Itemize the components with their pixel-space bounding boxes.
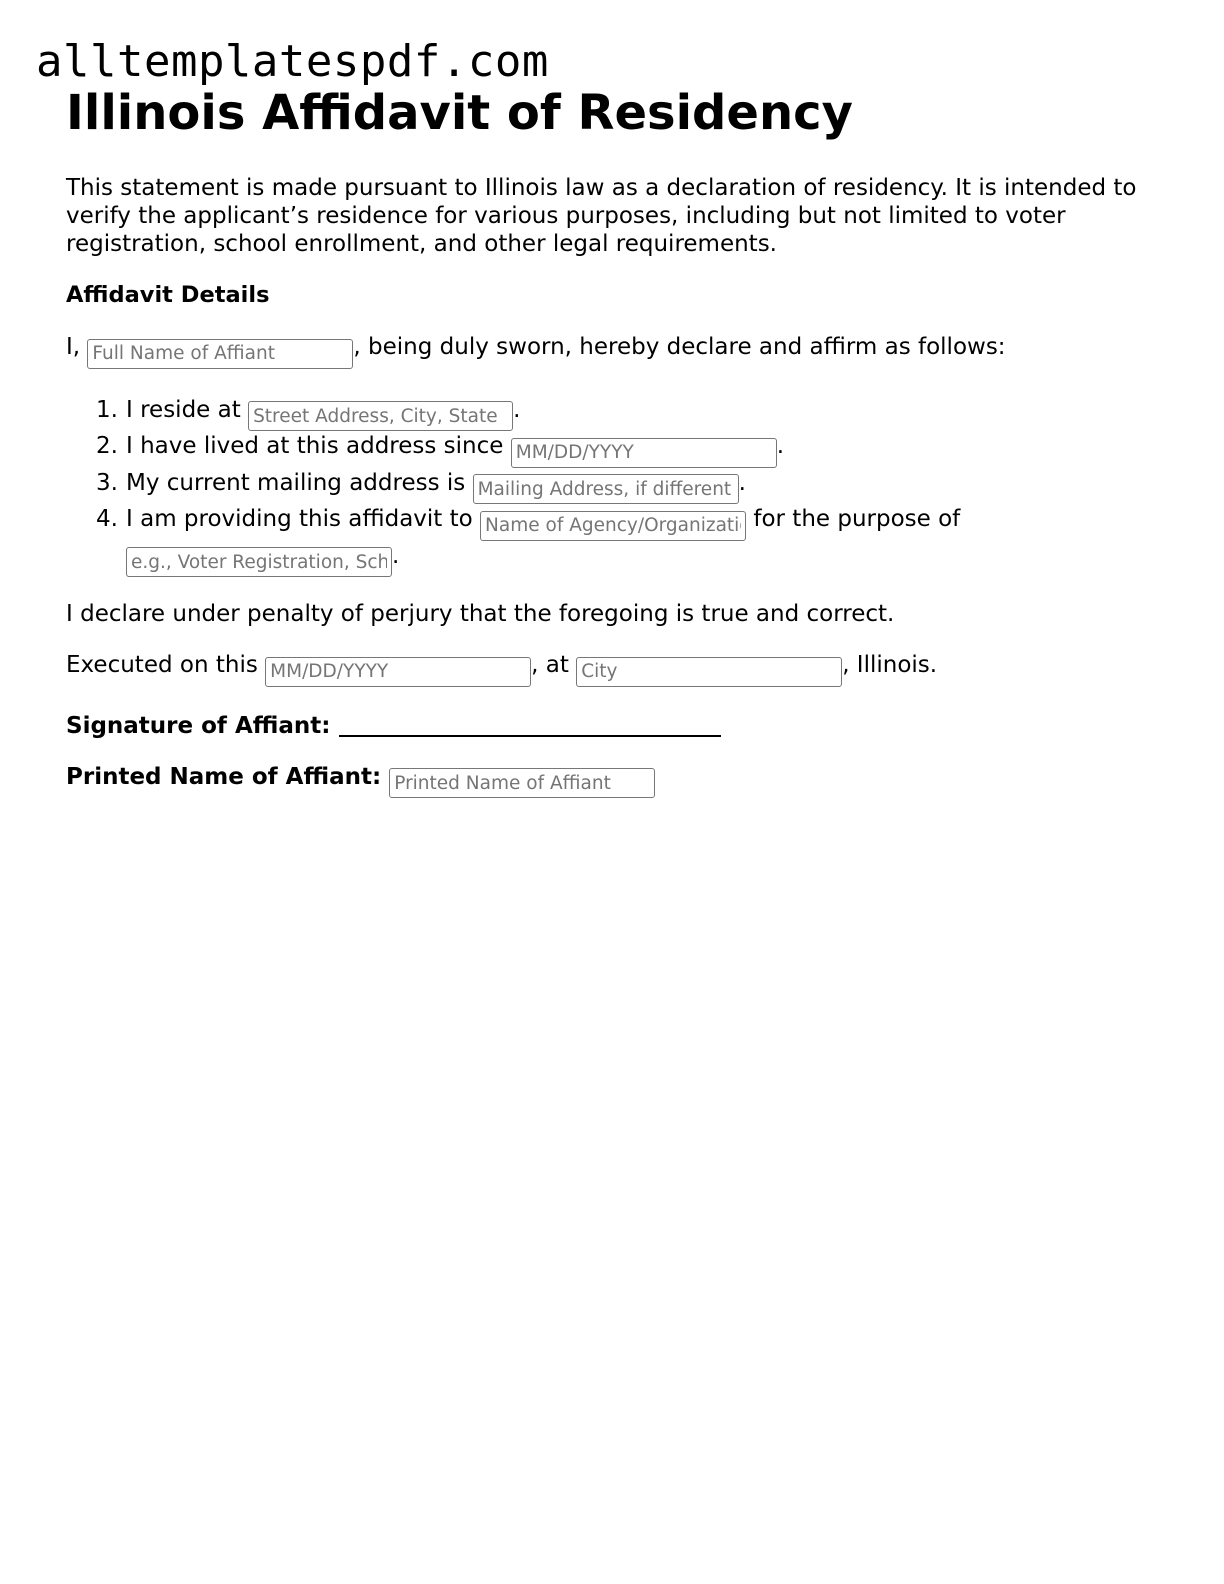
item-end: . [738, 469, 746, 496]
list-item [66, 395, 1156, 432]
perjury-statement: I declare under penalty of perjury that the foregoing is true and correct. [66, 601, 895, 627]
executed-suffix: , Illinois. [842, 652, 938, 678]
mailing-address-input[interactable] [473, 474, 739, 504]
section-heading-details: Affidavit Details [66, 282, 270, 308]
list-item [66, 431, 1156, 468]
full-name-input[interactable] [87, 339, 353, 369]
executed-prefix: Executed on this [66, 652, 258, 678]
list-item [66, 468, 1156, 505]
declaration-suffix: , being duly sworn, hereby declare and affirm as follows: [353, 334, 1006, 360]
item-text: I am providing this affidavit to [126, 506, 473, 532]
intro-paragraph: This statement is made pursuant to Illinois law as a declaration of residency. It is intended to verify the applicant’s residence for various purposes, including but not limited to voter registration, school enrollment, and other legal requirements. [66, 175, 1137, 257]
executed-line [66, 650, 1156, 687]
street-address-input[interactable] [248, 401, 513, 431]
item-number: 4. [96, 506, 118, 532]
watermark: alltemplatespdf.com [36, 36, 549, 87]
page-title: Illinois Affidavit of Residency [66, 85, 853, 141]
printed-name-line [66, 762, 1156, 799]
signature-line [66, 711, 1156, 741]
list-item [66, 504, 1156, 541]
signature-blank[interactable] [339, 713, 721, 737]
item-end: . [513, 396, 521, 423]
printed-name-input[interactable] [389, 768, 655, 798]
item-number: 2. [96, 433, 118, 459]
signature-label: Signature of Affiant: [66, 712, 331, 739]
printed-name-label: Printed Name of Affiant: [66, 763, 382, 790]
execution-date-input[interactable] [265, 657, 531, 687]
item-middle: for the purpose of [753, 506, 961, 532]
item-end: . [392, 542, 400, 569]
city-input[interactable] [576, 657, 842, 687]
item-number: 3. [96, 469, 118, 496]
affirmation-list [66, 395, 1156, 578]
item-text: I reside at [126, 396, 241, 423]
residence-since-date-input[interactable] [511, 438, 777, 468]
item-text: I have lived at this address since [126, 433, 504, 459]
list-item-continuation [66, 541, 1156, 578]
item-number: 1. [96, 396, 118, 423]
declaration-prefix: I, [66, 334, 81, 360]
affidavit-form [66, 84, 1156, 798]
declaration-line [66, 332, 1156, 369]
item-text: My current mailing address is [126, 469, 466, 496]
executed-at: , at [531, 652, 569, 678]
item-end: . [776, 433, 785, 459]
purpose-input[interactable] [126, 547, 392, 577]
agency-name-input[interactable] [480, 511, 746, 541]
